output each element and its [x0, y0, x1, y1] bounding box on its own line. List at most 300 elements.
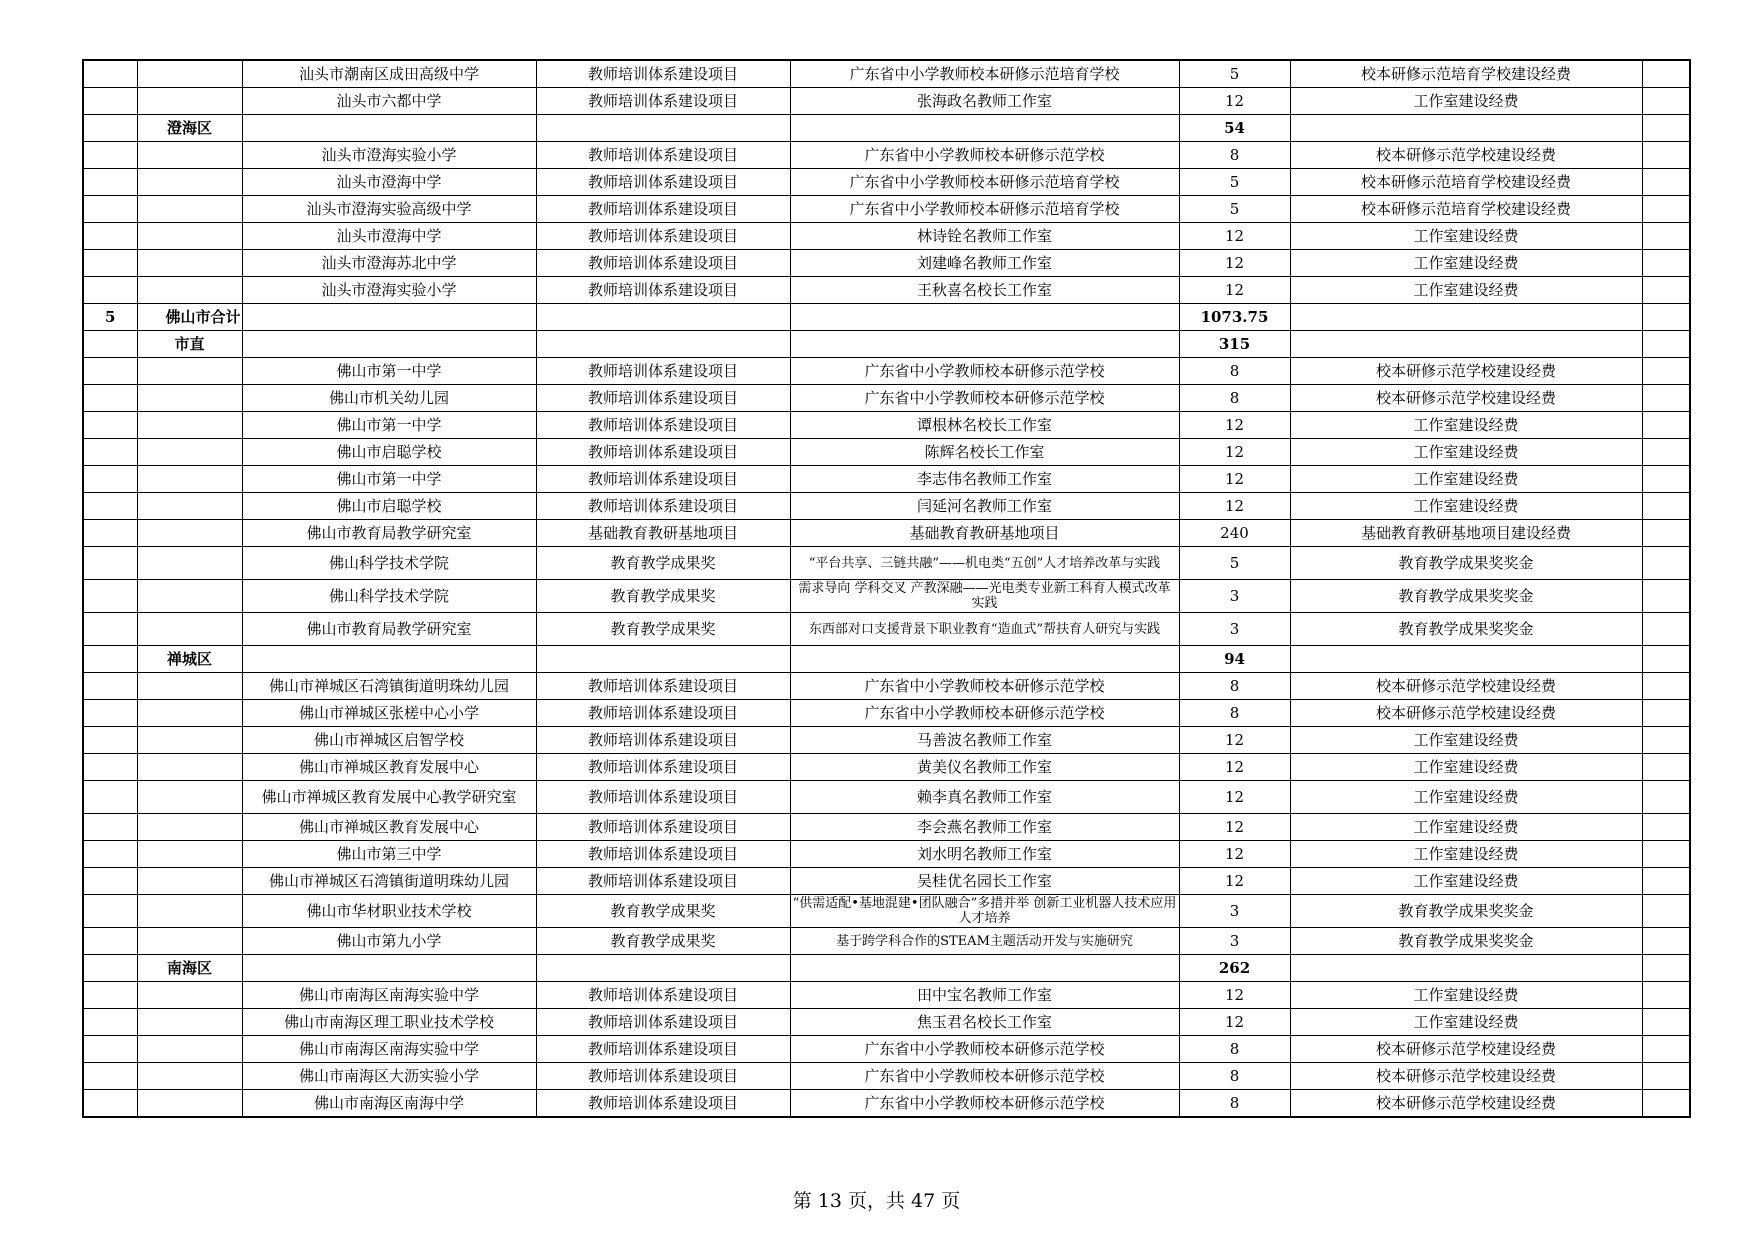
- amount-cell: 12: [1179, 982, 1290, 1009]
- amount-cell: 8: [1179, 673, 1290, 700]
- purpose-cell: 工作室建设经费: [1290, 814, 1642, 841]
- table-row: [83, 520, 1690, 547]
- remark-cell: [1642, 1063, 1690, 1090]
- amount-cell: 8: [1179, 1036, 1290, 1063]
- project-type-cell: 教师培训体系建设项目: [536, 700, 790, 727]
- remark-cell: [1642, 1090, 1690, 1118]
- purpose-cell: 教育教学成果奖奖金: [1290, 547, 1642, 580]
- region-cell: [137, 895, 242, 928]
- institution-cell: 佛山市第三中学: [242, 841, 536, 868]
- project-name-cell: 广东省中小学教师校本研修示范学校: [790, 700, 1179, 727]
- table-row: [83, 928, 1690, 955]
- region-cell: 禅城区: [137, 646, 242, 673]
- project-name-cell: 基于跨学科合作的STEAM主题活动开发与实施研究: [790, 928, 1179, 955]
- project-name-cell: 广东省中小学教师校本研修示范学校: [790, 142, 1179, 169]
- project-name-cell: 赖李真名教师工作室: [790, 781, 1179, 814]
- index-cell: [83, 1063, 137, 1090]
- amount-cell: 8: [1179, 1090, 1290, 1118]
- project-type-cell: [536, 331, 790, 358]
- amount-cell: 1073.75: [1179, 304, 1290, 331]
- purpose-cell: 工作室建设经费: [1290, 868, 1642, 895]
- institution-cell: 佛山市禅城区石湾镇街道明珠幼儿园: [242, 673, 536, 700]
- remark-cell: [1642, 1036, 1690, 1063]
- remark-cell: [1642, 727, 1690, 754]
- institution-cell: [242, 304, 536, 331]
- table-row: [83, 646, 1690, 673]
- table-row: [83, 277, 1690, 304]
- index-cell: [83, 88, 137, 115]
- project-name-cell: [790, 646, 1179, 673]
- institution-cell: 佛山市启聪学校: [242, 493, 536, 520]
- project-name-cell: 王秋喜名校长工作室: [790, 277, 1179, 304]
- amount-cell: 8: [1179, 1063, 1290, 1090]
- region-cell: [137, 196, 242, 223]
- project-name-cell: [790, 115, 1179, 142]
- remark-cell: [1642, 304, 1690, 331]
- project-name-cell: 需求导向 学科交叉 产教深融——光电类专业新工科育人模式改革实践: [790, 580, 1179, 613]
- index-cell: [83, 754, 137, 781]
- project-name-cell: [790, 331, 1179, 358]
- institution-cell: 佛山市禅城区启智学校: [242, 727, 536, 754]
- purpose-cell: 工作室建设经费: [1290, 250, 1642, 277]
- region-cell: [137, 814, 242, 841]
- table-row: [83, 700, 1690, 727]
- remark-cell: [1642, 60, 1690, 88]
- amount-cell: 8: [1179, 385, 1290, 412]
- remark-cell: [1642, 196, 1690, 223]
- project-name-cell: 吴桂优名园长工作室: [790, 868, 1179, 895]
- remark-cell: [1642, 439, 1690, 466]
- index-cell: [83, 358, 137, 385]
- project-type-cell: 教育教学成果奖: [536, 895, 790, 928]
- purpose-cell: [1290, 955, 1642, 982]
- region-cell: 佛山市合计: [137, 304, 242, 331]
- table-body: [83, 60, 1690, 1117]
- project-name-cell: 李会燕名教师工作室: [790, 814, 1179, 841]
- institution-cell: [242, 331, 536, 358]
- region-cell: [137, 520, 242, 547]
- institution-cell: 汕头市六都中学: [242, 88, 536, 115]
- amount-cell: 12: [1179, 727, 1290, 754]
- region-cell: [137, 547, 242, 580]
- region-cell: 市直: [137, 331, 242, 358]
- region-cell: [137, 60, 242, 88]
- amount-cell: 12: [1179, 841, 1290, 868]
- region-cell: [137, 277, 242, 304]
- index-cell: [83, 223, 137, 250]
- project-type-cell: 教师培训体系建设项目: [536, 250, 790, 277]
- project-type-cell: 教师培训体系建设项目: [536, 493, 790, 520]
- index-cell: [83, 466, 137, 493]
- region-cell: [137, 1090, 242, 1118]
- institution-cell: 佛山市南海区大沥实验小学: [242, 1063, 536, 1090]
- project-name-cell: 基础教育教研基地项目: [790, 520, 1179, 547]
- remark-cell: [1642, 955, 1690, 982]
- amount-cell: 12: [1179, 223, 1290, 250]
- region-cell: [137, 841, 242, 868]
- index-cell: [83, 928, 137, 955]
- table-row: [83, 982, 1690, 1009]
- table-row: [83, 385, 1690, 412]
- project-name-cell: 谭根林名校长工作室: [790, 412, 1179, 439]
- amount-cell: 8: [1179, 142, 1290, 169]
- table-row: [83, 727, 1690, 754]
- index-cell: [83, 439, 137, 466]
- region-cell: 澄海区: [137, 115, 242, 142]
- region-cell: [137, 1036, 242, 1063]
- purpose-cell: 工作室建设经费: [1290, 412, 1642, 439]
- project-type-cell: 教师培训体系建设项目: [536, 223, 790, 250]
- table-row: [83, 358, 1690, 385]
- remark-cell: [1642, 331, 1690, 358]
- table-row: [83, 169, 1690, 196]
- amount-cell: 262: [1179, 955, 1290, 982]
- index-cell: [83, 142, 137, 169]
- institution-cell: 佛山市启聪学校: [242, 439, 536, 466]
- project-name-cell: 广东省中小学教师校本研修示范学校: [790, 358, 1179, 385]
- project-type-cell: 教师培训体系建设项目: [536, 673, 790, 700]
- amount-cell: 12: [1179, 754, 1290, 781]
- institution-cell: 佛山市教育局教学研究室: [242, 520, 536, 547]
- table-row: [83, 412, 1690, 439]
- purpose-cell: 工作室建设经费: [1290, 439, 1642, 466]
- region-cell: [137, 673, 242, 700]
- project-name-cell: 广东省中小学教师校本研修示范培育学校: [790, 196, 1179, 223]
- index-cell: [83, 250, 137, 277]
- remark-cell: [1642, 115, 1690, 142]
- project-name-cell: 广东省中小学教师校本研修示范学校: [790, 1090, 1179, 1118]
- project-type-cell: 教师培训体系建设项目: [536, 868, 790, 895]
- region-cell: [137, 466, 242, 493]
- amount-cell: 12: [1179, 250, 1290, 277]
- amount-cell: 5: [1179, 169, 1290, 196]
- table-row: [83, 781, 1690, 814]
- index-cell: [83, 955, 137, 982]
- project-type-cell: 教师培训体系建设项目: [536, 88, 790, 115]
- project-type-cell: 教师培训体系建设项目: [536, 277, 790, 304]
- remark-cell: [1642, 613, 1690, 646]
- amount-cell: 3: [1179, 580, 1290, 613]
- amount-cell: 54: [1179, 115, 1290, 142]
- region-cell: [137, 493, 242, 520]
- project-name-cell: 陈辉名校长工作室: [790, 439, 1179, 466]
- institution-cell: 佛山市第九小学: [242, 928, 536, 955]
- project-name-cell: 田中宝名教师工作室: [790, 982, 1179, 1009]
- amount-cell: 3: [1179, 613, 1290, 646]
- index-cell: [83, 1036, 137, 1063]
- project-type-cell: 教师培训体系建设项目: [536, 385, 790, 412]
- purpose-cell: 工作室建设经费: [1290, 88, 1642, 115]
- purpose-cell: 校本研修示范学校建设经费: [1290, 1090, 1642, 1118]
- index-cell: [83, 60, 137, 88]
- purpose-cell: 基础教育教研基地项目建设经费: [1290, 520, 1642, 547]
- project-name-cell: 张海政名教师工作室: [790, 88, 1179, 115]
- purpose-cell: 工作室建设经费: [1290, 841, 1642, 868]
- purpose-cell: 工作室建设经费: [1290, 223, 1642, 250]
- amount-cell: 8: [1179, 700, 1290, 727]
- table-row: [83, 580, 1690, 613]
- remark-cell: [1642, 250, 1690, 277]
- institution-cell: [242, 646, 536, 673]
- index-cell: [83, 982, 137, 1009]
- index-cell: [83, 385, 137, 412]
- purpose-cell: 校本研修示范学校建设经费: [1290, 142, 1642, 169]
- amount-cell: 12: [1179, 439, 1290, 466]
- index-cell: [83, 727, 137, 754]
- region-cell: [137, 88, 242, 115]
- project-name-cell: 黄美仪名教师工作室: [790, 754, 1179, 781]
- institution-cell: 佛山市南海区南海实验中学: [242, 982, 536, 1009]
- table-row: [83, 1090, 1690, 1118]
- region-cell: [137, 358, 242, 385]
- project-name-cell: 广东省中小学教师校本研修示范学校: [790, 1036, 1179, 1063]
- region-cell: [137, 868, 242, 895]
- amount-cell: 12: [1179, 88, 1290, 115]
- table-row: [83, 868, 1690, 895]
- project-type-cell: [536, 304, 790, 331]
- project-name-cell: [790, 955, 1179, 982]
- table-row: [83, 88, 1690, 115]
- institution-cell: 佛山市第一中学: [242, 358, 536, 385]
- index-cell: [83, 277, 137, 304]
- purpose-cell: 教育教学成果奖奖金: [1290, 928, 1642, 955]
- project-type-cell: 教师培训体系建设项目: [536, 142, 790, 169]
- project-name-cell: [790, 304, 1179, 331]
- institution-cell: 佛山市南海区理工职业技术学校: [242, 1009, 536, 1036]
- purpose-cell: 校本研修示范学校建设经费: [1290, 700, 1642, 727]
- institution-cell: 佛山市华材职业技术学校: [242, 895, 536, 928]
- purpose-cell: [1290, 646, 1642, 673]
- index-cell: [83, 781, 137, 814]
- region-cell: [137, 727, 242, 754]
- purpose-cell: [1290, 115, 1642, 142]
- institution-cell: 佛山市南海区南海中学: [242, 1090, 536, 1118]
- table-row: [83, 814, 1690, 841]
- region-cell: [137, 613, 242, 646]
- table-row: [83, 955, 1690, 982]
- remark-cell: [1642, 385, 1690, 412]
- region-cell: [137, 169, 242, 196]
- institution-cell: 汕头市澄海实验小学: [242, 277, 536, 304]
- project-type-cell: 基础教育教研基地项目: [536, 520, 790, 547]
- remark-cell: [1642, 868, 1690, 895]
- project-type-cell: 教师培训体系建设项目: [536, 1090, 790, 1118]
- remark-cell: [1642, 547, 1690, 580]
- institution-cell: 汕头市澄海中学: [242, 223, 536, 250]
- project-name-cell: 广东省中小学教师校本研修示范学校: [790, 385, 1179, 412]
- project-name-cell: 广东省中小学教师校本研修示范学校: [790, 673, 1179, 700]
- project-name-cell: 广东省中小学教师校本研修示范学校: [790, 1063, 1179, 1090]
- institution-cell: 佛山科学技术学院: [242, 580, 536, 613]
- project-type-cell: 教师培训体系建设项目: [536, 358, 790, 385]
- region-cell: 南海区: [137, 955, 242, 982]
- purpose-cell: [1290, 304, 1642, 331]
- project-type-cell: [536, 646, 790, 673]
- remark-cell: [1642, 169, 1690, 196]
- project-type-cell: 教师培训体系建设项目: [536, 1036, 790, 1063]
- amount-cell: 12: [1179, 412, 1290, 439]
- purpose-cell: 工作室建设经费: [1290, 727, 1642, 754]
- amount-cell: 94: [1179, 646, 1290, 673]
- remark-cell: [1642, 895, 1690, 928]
- institution-cell: 佛山市禅城区教育发展中心: [242, 754, 536, 781]
- amount-cell: 12: [1179, 466, 1290, 493]
- purpose-cell: 校本研修示范学校建设经费: [1290, 1063, 1642, 1090]
- project-name-cell: 焦玉君名校长工作室: [790, 1009, 1179, 1036]
- project-type-cell: 教师培训体系建设项目: [536, 727, 790, 754]
- project-type-cell: 教师培训体系建设项目: [536, 196, 790, 223]
- amount-cell: 12: [1179, 814, 1290, 841]
- region-cell: [137, 142, 242, 169]
- purpose-cell: 校本研修示范培育学校建设经费: [1290, 169, 1642, 196]
- institution-cell: [242, 115, 536, 142]
- institution-cell: [242, 955, 536, 982]
- purpose-cell: 校本研修示范学校建设经费: [1290, 1036, 1642, 1063]
- institution-cell: 汕头市澄海实验小学: [242, 142, 536, 169]
- table-row: [83, 673, 1690, 700]
- amount-cell: 5: [1179, 547, 1290, 580]
- table-row: [83, 1036, 1690, 1063]
- table-row: [83, 60, 1690, 88]
- remark-cell: [1642, 673, 1690, 700]
- remark-cell: [1642, 580, 1690, 613]
- project-type-cell: 教师培训体系建设项目: [536, 781, 790, 814]
- remark-cell: [1642, 358, 1690, 385]
- institution-cell: 汕头市潮南区成田高级中学: [242, 60, 536, 88]
- project-type-cell: 教育教学成果奖: [536, 613, 790, 646]
- table-row: [83, 466, 1690, 493]
- institution-cell: 佛山市禅城区石湾镇街道明珠幼儿园: [242, 868, 536, 895]
- index-cell: [83, 169, 137, 196]
- index-cell: [83, 520, 137, 547]
- institution-cell: 佛山市禅城区教育发展中心教学研究室: [242, 781, 536, 814]
- project-name-cell: 林诗铨名教师工作室: [790, 223, 1179, 250]
- institution-cell: 佛山市禅城区教育发展中心: [242, 814, 536, 841]
- region-cell: [137, 1009, 242, 1036]
- table-row: [83, 841, 1690, 868]
- purpose-cell: 工作室建设经费: [1290, 493, 1642, 520]
- index-cell: [83, 841, 137, 868]
- institution-cell: 佛山市禅城区张槎中心小学: [242, 700, 536, 727]
- index-cell: [83, 1009, 137, 1036]
- remark-cell: [1642, 814, 1690, 841]
- remark-cell: [1642, 412, 1690, 439]
- index-cell: [83, 814, 137, 841]
- index-cell: [83, 196, 137, 223]
- index-cell: [83, 646, 137, 673]
- region-cell: [137, 580, 242, 613]
- project-type-cell: 教师培训体系建设项目: [536, 754, 790, 781]
- index-cell: [83, 673, 137, 700]
- table-row: [83, 115, 1690, 142]
- page-footer: 第 13 页，共 47 页: [792, 1190, 961, 1212]
- remark-cell: [1642, 700, 1690, 727]
- project-type-cell: 教师培训体系建设项目: [536, 814, 790, 841]
- index-cell: [83, 1090, 137, 1118]
- amount-cell: 5: [1179, 196, 1290, 223]
- purpose-cell: 校本研修示范培育学校建设经费: [1290, 196, 1642, 223]
- table-row: [83, 223, 1690, 250]
- table-row: [83, 142, 1690, 169]
- project-type-cell: 教育教学成果奖: [536, 928, 790, 955]
- index-cell: [83, 331, 137, 358]
- region-cell: [137, 982, 242, 1009]
- index-cell: [83, 700, 137, 727]
- institution-cell: 佛山市第一中学: [242, 412, 536, 439]
- project-type-cell: 教师培训体系建设项目: [536, 841, 790, 868]
- institution-cell: 佛山市南海区南海实验中学: [242, 1036, 536, 1063]
- project-type-cell: 教育教学成果奖: [536, 580, 790, 613]
- project-name-cell: 刘水明名教师工作室: [790, 841, 1179, 868]
- table-row: [83, 250, 1690, 277]
- remark-cell: [1642, 754, 1690, 781]
- remark-cell: [1642, 223, 1690, 250]
- purpose-cell: 工作室建设经费: [1290, 466, 1642, 493]
- institution-cell: 佛山市机关幼儿园: [242, 385, 536, 412]
- institution-cell: 佛山市教育局教学研究室: [242, 613, 536, 646]
- amount-cell: 12: [1179, 1009, 1290, 1036]
- project-type-cell: 教师培训体系建设项目: [536, 466, 790, 493]
- project-name-cell: 东西部对口支援背景下职业教育“造血式”帮扶育人研究与实践: [790, 613, 1179, 646]
- institution-cell: 汕头市澄海苏北中学: [242, 250, 536, 277]
- project-type-cell: 教师培训体系建设项目: [536, 169, 790, 196]
- remark-cell: [1642, 841, 1690, 868]
- table-row: [83, 304, 1690, 331]
- project-name-cell: 广东省中小学教师校本研修示范培育学校: [790, 60, 1179, 88]
- region-cell: [137, 781, 242, 814]
- project-type-cell: [536, 955, 790, 982]
- amount-cell: 12: [1179, 868, 1290, 895]
- table-row: [83, 613, 1690, 646]
- index-cell: [83, 493, 137, 520]
- remark-cell: [1642, 781, 1690, 814]
- institution-cell: 汕头市澄海中学: [242, 169, 536, 196]
- table-row: [83, 754, 1690, 781]
- table-row: [83, 331, 1690, 358]
- remark-cell: [1642, 466, 1690, 493]
- remark-cell: [1642, 277, 1690, 304]
- project-type-cell: 教师培训体系建设项目: [536, 60, 790, 88]
- remark-cell: [1642, 982, 1690, 1009]
- amount-cell: 8: [1179, 358, 1290, 385]
- institution-cell: 佛山科学技术学院: [242, 547, 536, 580]
- amount-cell: 5: [1179, 60, 1290, 88]
- table-row: [83, 1009, 1690, 1036]
- remark-cell: [1642, 646, 1690, 673]
- project-type-cell: 教师培训体系建设项目: [536, 1063, 790, 1090]
- purpose-cell: 工作室建设经费: [1290, 277, 1642, 304]
- project-name-cell: 马善波名教师工作室: [790, 727, 1179, 754]
- table-row: [83, 196, 1690, 223]
- project-type-cell: 教师培训体系建设项目: [536, 439, 790, 466]
- purpose-cell: 工作室建设经费: [1290, 982, 1642, 1009]
- region-cell: [137, 928, 242, 955]
- region-cell: [137, 385, 242, 412]
- amount-cell: 12: [1179, 493, 1290, 520]
- purpose-cell: 校本研修示范学校建设经费: [1290, 385, 1642, 412]
- remark-cell: [1642, 493, 1690, 520]
- region-cell: [137, 412, 242, 439]
- region-cell: [137, 439, 242, 466]
- region-cell: [137, 223, 242, 250]
- table-row: [83, 1063, 1690, 1090]
- purpose-cell: 工作室建设经费: [1290, 781, 1642, 814]
- index-cell: [83, 868, 137, 895]
- project-type-cell: 教育教学成果奖: [536, 547, 790, 580]
- institution-cell: 佛山市第一中学: [242, 466, 536, 493]
- project-name-cell: 广东省中小学教师校本研修示范培育学校: [790, 169, 1179, 196]
- purpose-cell: 教育教学成果奖奖金: [1290, 895, 1642, 928]
